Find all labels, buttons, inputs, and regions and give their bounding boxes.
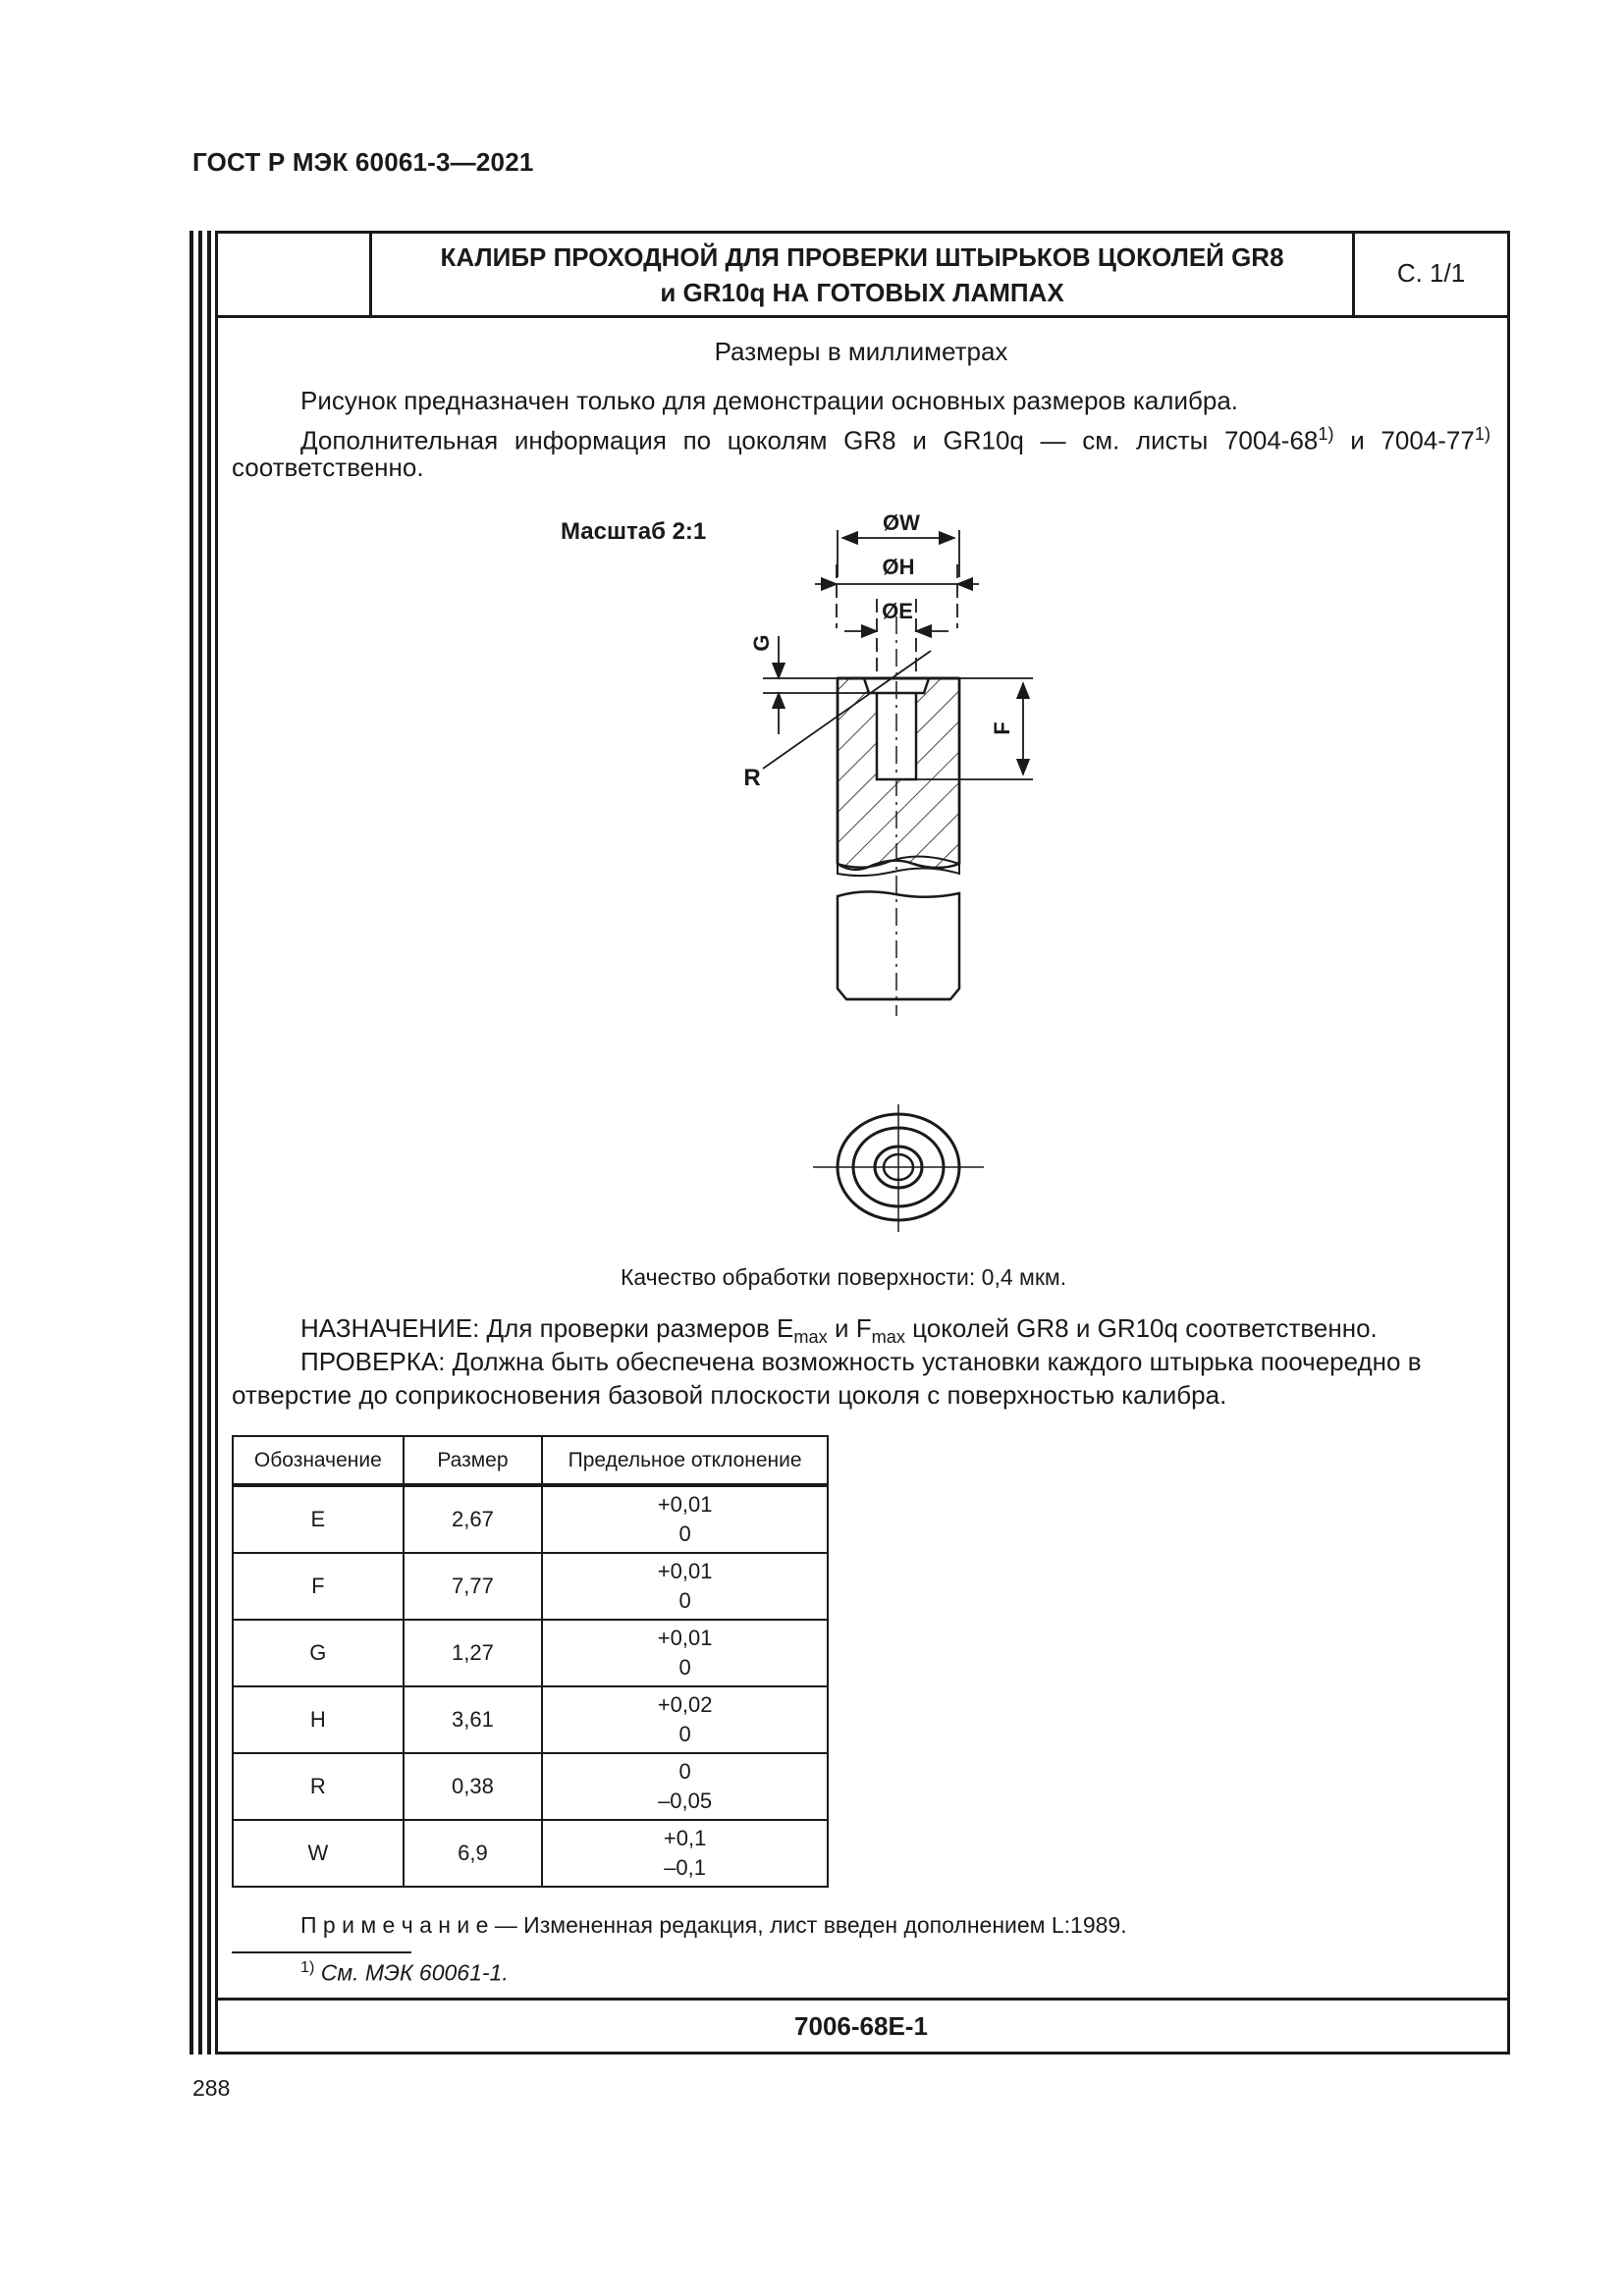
check-line-1: ПРОВЕРКА: Должна быть обеспечена возможность установки каждого штырька поочередно в — [300, 1347, 1422, 1376]
scale-label: Масштаб 2:1 — [561, 518, 707, 545]
title-line-1: КАЛИБР ПРОХОДНОЙ ДЛЯ ПРОВЕРКИ ШТЫРЬКОВ ЦОКОЛЕЙ GR8 — [440, 242, 1284, 272]
tol-upper: +0,02 — [657, 1692, 713, 1717]
label-r: R — [743, 765, 761, 791]
tol-lower: –0,05 — [658, 1789, 713, 1813]
tol-lower: 0 — [678, 1588, 691, 1613]
gauge-body-lower — [838, 891, 959, 999]
header-size: Размер — [404, 1436, 543, 1485]
tol-upper: +0,1 — [663, 1826, 707, 1850]
cell-symbol: G — [233, 1620, 404, 1686]
label-e: ØE — [882, 599, 913, 623]
footnote-mark: 1) — [300, 1958, 315, 1976]
tol-upper: +0,01 — [657, 1492, 713, 1517]
table-row — [233, 1820, 828, 1887]
document-header: ГОСТ Р МЭК 60061-3—2021 — [192, 147, 534, 177]
tol-upper: +0,01 — [657, 1626, 713, 1650]
title-line-2: и GR10q НА ГОТОВЫХ ЛАМПАХ — [660, 278, 1064, 307]
surface-quality: Качество обработки поверхности: 0,4 мкм. — [621, 1264, 1067, 1290]
footnote — [300, 1958, 509, 1987]
purpose-sub-1: max — [793, 1327, 828, 1348]
table-row — [233, 1485, 828, 1553]
table-row — [233, 1553, 828, 1620]
cell-symbol: E — [233, 1485, 404, 1553]
end-view — [813, 1104, 984, 1232]
cell-tolerance — [542, 1553, 828, 1620]
label-w: ØW — [883, 510, 920, 535]
label-g: G — [749, 634, 774, 652]
intro-text-a: Дополнительная информация по цоколям GR8 и GR10q — см. листы 7004-68 — [300, 425, 1319, 455]
purpose-text-c: цоколей GR8 и GR10q соответственно. — [904, 1313, 1378, 1343]
cell-size: 7,77 — [404, 1553, 543, 1620]
gauge-body-upper — [838, 678, 959, 870]
header-tolerance: Предельное отклонение — [542, 1436, 828, 1485]
label-h: ØH — [882, 555, 915, 579]
tol-lower: 0 — [678, 1722, 691, 1746]
footnote-rule — [232, 1951, 411, 1953]
cell-symbol: W — [233, 1820, 404, 1887]
intro-line-1: Рисунок предназначен только для демонстрации основных размеров калибра. — [300, 386, 1239, 415]
cell-symbol: F — [233, 1553, 404, 1620]
intro-text-b: и 7004-77 — [1333, 425, 1475, 455]
cell-size: 3,61 — [404, 1686, 543, 1753]
footnote-ref-2: 1) — [1474, 424, 1490, 444]
tol-lower: 0 — [678, 1522, 691, 1546]
page-number: 288 — [192, 2075, 231, 2101]
tol-lower: 0 — [678, 1655, 691, 1680]
footnote-text: См. МЭК 60061-1. — [314, 1959, 509, 1986]
cell-tolerance — [542, 1485, 828, 1553]
note — [300, 1912, 1127, 1939]
dimensions-table — [232, 1435, 829, 1888]
cell-symbol: H — [233, 1686, 404, 1753]
header-symbol: Обозначение — [233, 1436, 404, 1485]
sheet-number: С. 1/1 — [1396, 258, 1466, 288]
cell-size: 6,9 — [404, 1820, 543, 1887]
label-f: F — [990, 721, 1014, 735]
note-label: П р и м е ч а н и е — [300, 1912, 489, 1938]
cell-size: 1,27 — [404, 1620, 543, 1686]
tol-upper: +0,01 — [657, 1559, 713, 1583]
tol-upper: 0 — [678, 1759, 691, 1784]
cell-tolerance — [542, 1753, 828, 1820]
footer-separator — [215, 1998, 1510, 2001]
footnote-ref-1: 1) — [1318, 424, 1334, 444]
intro-line-3: соответственно. — [232, 453, 424, 482]
cell-symbol: R — [233, 1753, 404, 1820]
cell-tolerance — [542, 1686, 828, 1753]
dimensions-note: Размеры в миллиметрах — [714, 337, 1008, 366]
purpose-sub-2: max — [871, 1327, 905, 1348]
purpose-text-a: НАЗНАЧЕНИЕ: Для проверки размеров E — [300, 1313, 794, 1343]
note-text: — Измененная редакция, лист введен дополнением L:1989. — [488, 1912, 1127, 1938]
footer-code: 7006-68E-1 — [794, 2011, 928, 2041]
table-header-row — [233, 1436, 828, 1485]
cell-tolerance — [542, 1620, 828, 1686]
tol-lower: –0,1 — [664, 1855, 707, 1880]
table-row — [233, 1753, 828, 1820]
cell-tolerance — [542, 1820, 828, 1887]
check-line-2: отверстие до соприкосновения базовой плоскости цоколя с поверхностью калибра. — [232, 1380, 1227, 1410]
table-row — [233, 1620, 828, 1686]
table-row — [233, 1686, 828, 1753]
purpose-text-b: и F — [827, 1313, 872, 1343]
cell-size: 0,38 — [404, 1753, 543, 1820]
cell-size: 2,67 — [404, 1485, 543, 1553]
